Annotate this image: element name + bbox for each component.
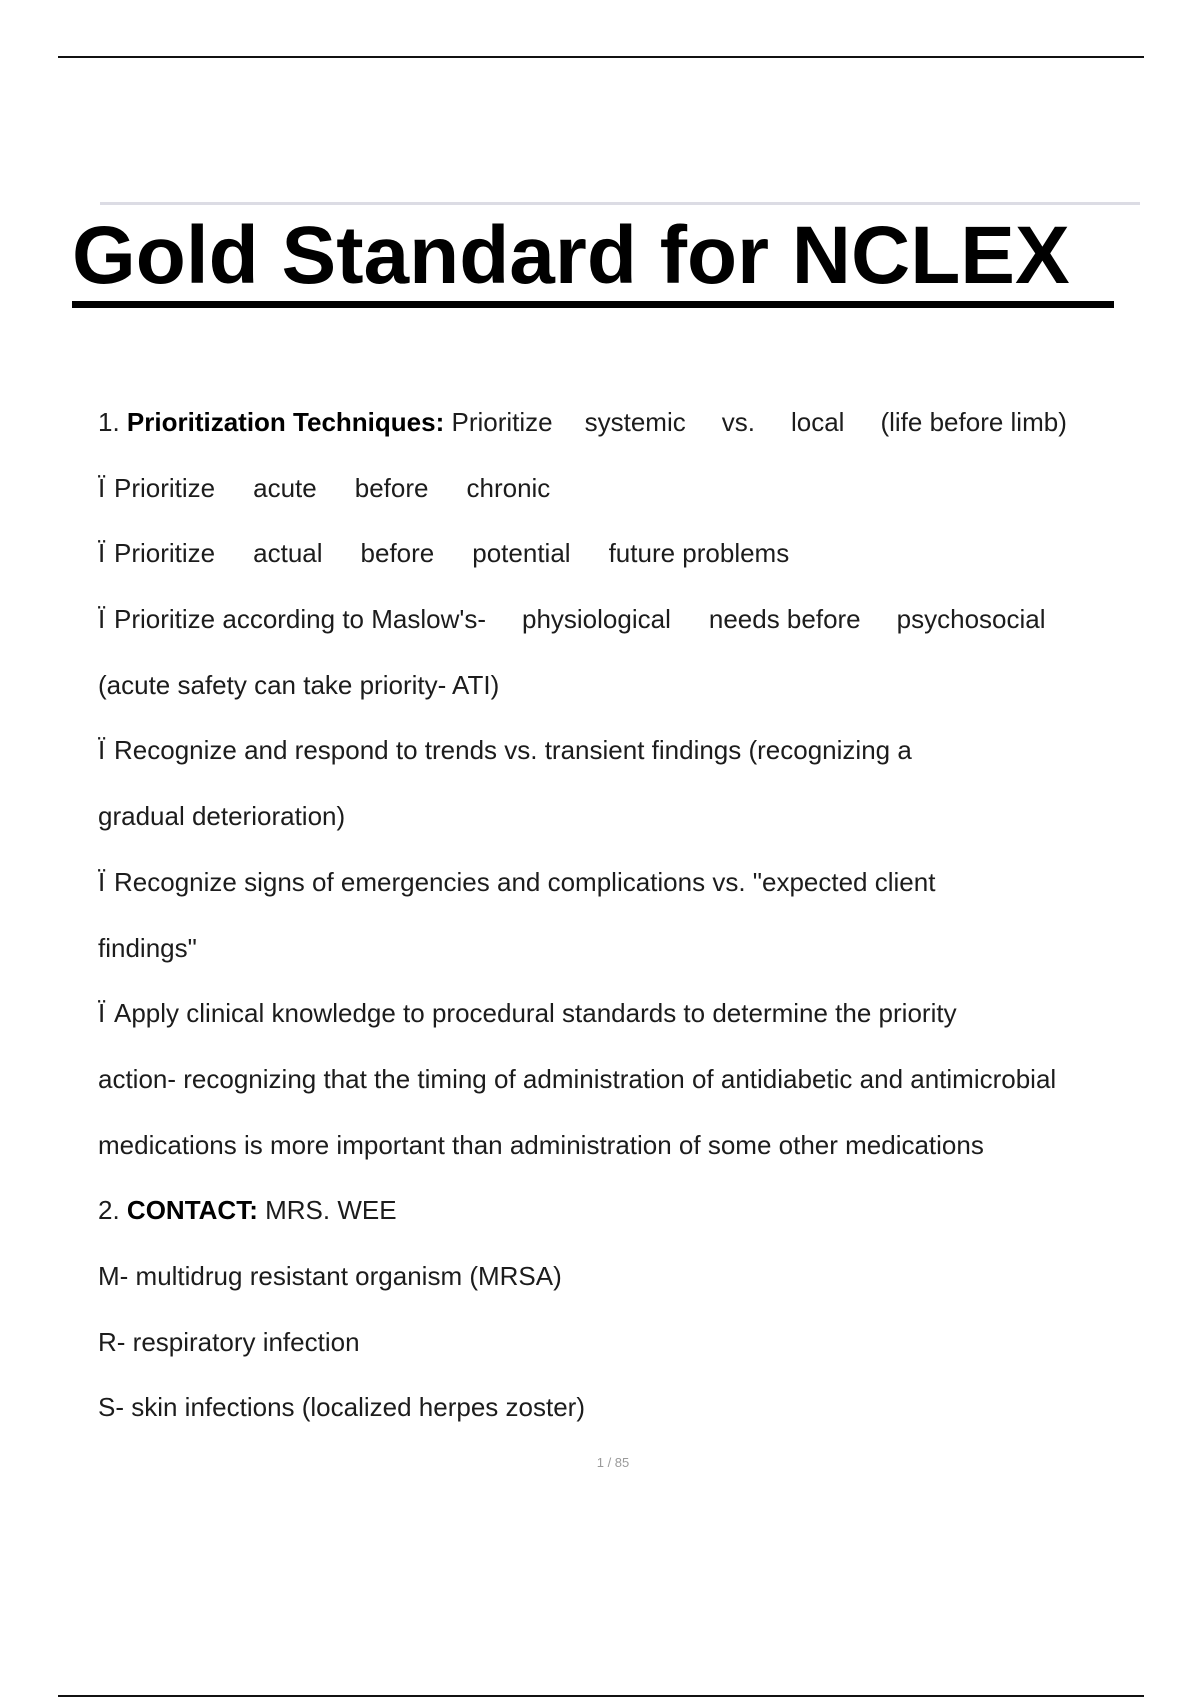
text-run: Recognize and respond to trends vs. transient findings (recognizing a (114, 735, 912, 766)
bullet-glyph: Ï (98, 998, 106, 1029)
section-heading: CONTACT: (126, 1195, 258, 1226)
text-run: physiological (521, 604, 671, 635)
list-item: R- respiratory infection (98, 1326, 360, 1357)
text-run: chronic (466, 472, 551, 503)
section-number: 1. (98, 407, 120, 437)
text-run: local (790, 407, 845, 437)
text-run: systemic (584, 407, 686, 437)
bullet-item (98, 521, 1148, 587)
section-heading: Prioritization Techniques: (126, 407, 445, 437)
section-2-heading-line (98, 1178, 1148, 1244)
bullet-item (98, 456, 1148, 522)
text-run: MRS. WEE (265, 1195, 397, 1226)
bullet-glyph: Ï (98, 735, 106, 766)
top-rule (58, 56, 1144, 58)
text-run: psychosocial (896, 604, 1046, 635)
text-run: Apply clinical knowledge to procedural standards to determine the priority (114, 998, 957, 1029)
text-run: before (360, 538, 435, 569)
text-run: Recognize signs of emergencies and complications vs. "expected client (114, 866, 936, 897)
bullet-glyph: Ï (98, 604, 106, 635)
bottom-rule (58, 1695, 1144, 1697)
title-underline (72, 301, 1114, 308)
page-indicator: 1 / 85 (596, 1455, 630, 1470)
document-body (98, 390, 1148, 1441)
text-run: Prioritize according to Maslow's- (114, 604, 486, 635)
bullet-continuation: action- recognizing that the timing of administration of antidiabetic and antimicrobial (98, 1063, 1057, 1094)
text-run: before (354, 472, 429, 503)
text-run: (life before limb) (880, 407, 1067, 437)
bullet-continuation: (acute safety can take priority- ATI) (98, 669, 500, 700)
bullet-glyph: Ï (98, 472, 106, 503)
text-run: Prioritize (114, 472, 216, 503)
bullet-continuation: gradual deterioration) (98, 801, 346, 832)
text-run: acute (253, 472, 317, 503)
bullet-glyph: Ï (98, 866, 106, 897)
bullet-continuation: medications is more important than administration of some other medications (98, 1129, 984, 1160)
bullet-glyph: Ï (98, 538, 106, 569)
text-run: Prioritize (114, 538, 216, 569)
section-1-heading-line (98, 390, 1148, 456)
text-run: actual (253, 538, 323, 569)
bullet-item (98, 850, 1148, 916)
list-item: S- skin infections (localized herpes zoster) (98, 1392, 585, 1423)
text-run: needs before (708, 604, 861, 635)
text-run: vs. (721, 407, 755, 437)
bullet-item (98, 587, 1148, 653)
title-separator (100, 202, 1140, 205)
text-run: potential (472, 538, 571, 569)
text-run: Prioritize (451, 407, 553, 437)
document-title: Gold Standard for NCLEX (72, 210, 1070, 301)
bullet-item (98, 981, 1148, 1047)
list-item: M- multidrug resistant organism (MRSA) (98, 1260, 562, 1291)
bullet-item (98, 718, 1148, 784)
text-run: future problems (608, 538, 790, 569)
section-number: 2. (98, 1195, 120, 1226)
bullet-continuation: findings" (98, 932, 197, 963)
